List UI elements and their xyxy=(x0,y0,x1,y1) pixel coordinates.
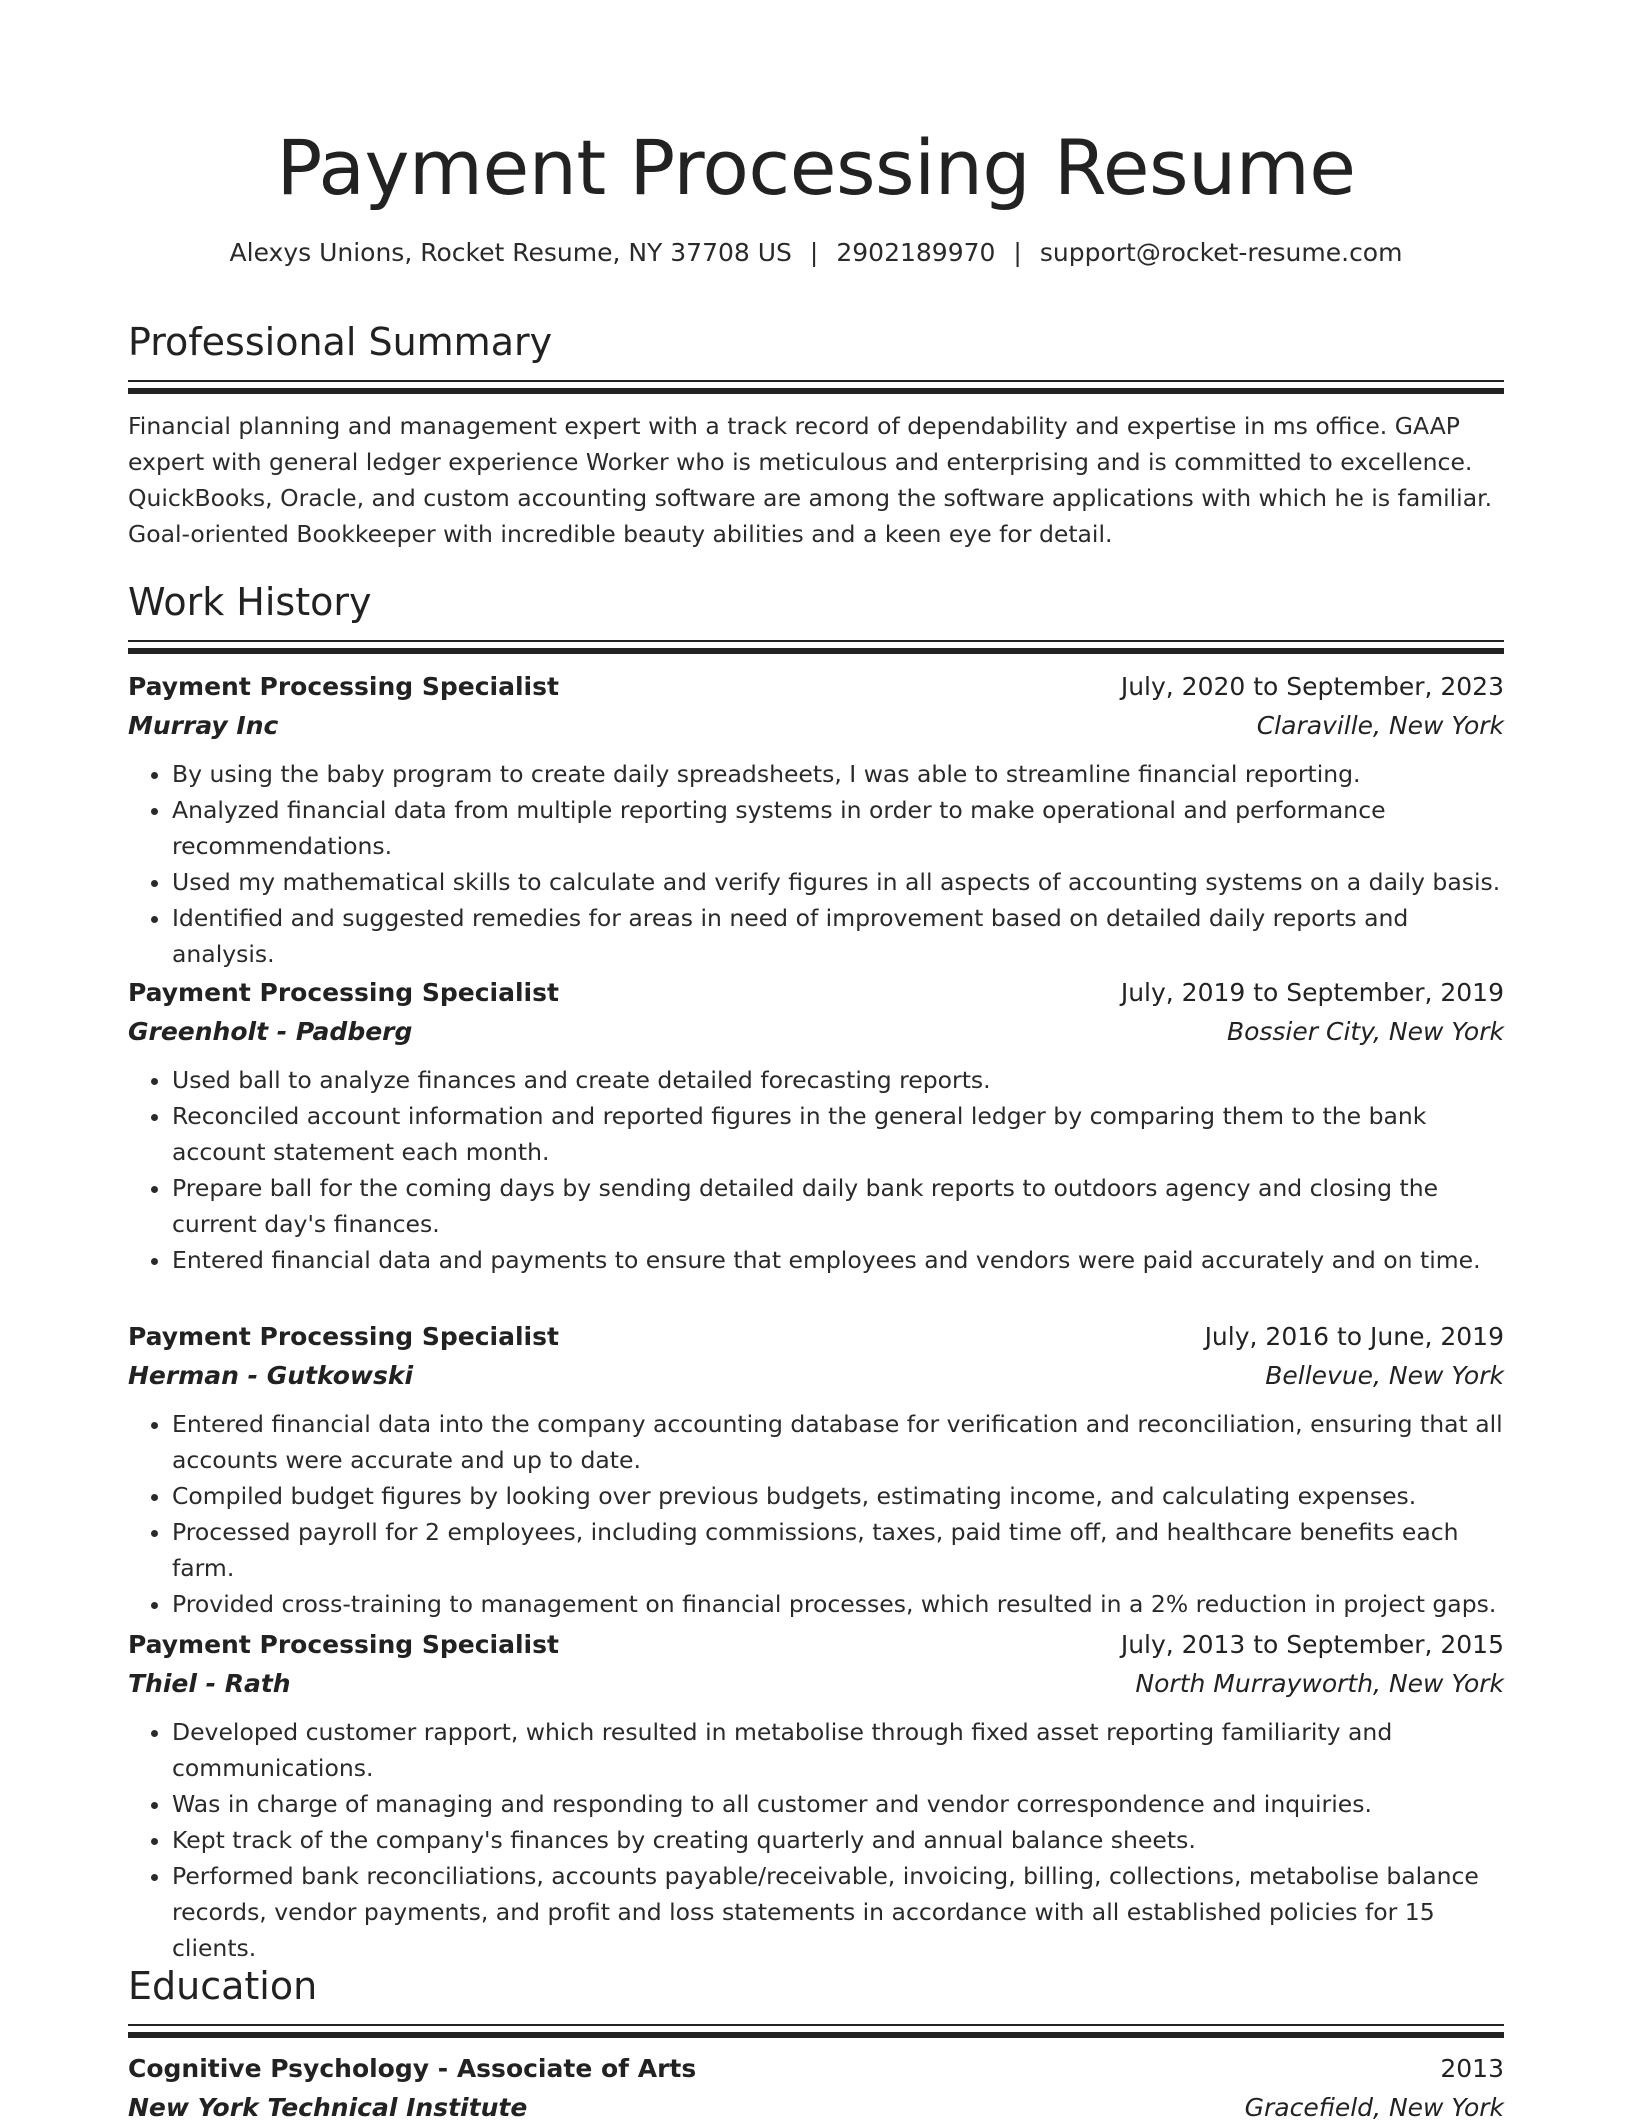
school-location: Gracefield, New York xyxy=(1244,2093,1504,2122)
list-item: • Developed customer rapport, which resulted in metabolise through fixed asset reporting familiarity and communications. xyxy=(172,1714,1504,1786)
job-entry xyxy=(128,974,1504,1278)
job-company: Herman - Gutkowski xyxy=(128,1361,414,1390)
school-name: New York Technical Institute xyxy=(128,2093,528,2122)
job-location: North Murrayworth, New York xyxy=(1135,1669,1504,1698)
list-item: • Kept track of the company's finances by creating quarterly and annual balance sheets. xyxy=(172,1822,1504,1858)
job-location: Claraville, New York xyxy=(1256,711,1504,740)
education-section xyxy=(128,1962,1504,2038)
list-item: • Used ball to analyze finances and create detailed forecasting reports. xyxy=(172,1062,1504,1098)
section-heading: Work History xyxy=(128,580,372,624)
job-entry xyxy=(128,1626,1504,1966)
contact-email[interactable]: support@rocket-resume.com xyxy=(1039,238,1403,267)
job-bullets xyxy=(128,1062,1504,1278)
professional-summary-section xyxy=(128,318,1504,576)
section-divider xyxy=(128,2024,1504,2038)
list-item: • Compiled budget figures by looking over previous budgets, estimating income, and calculating expenses. xyxy=(172,1478,1504,1514)
list-item: • Processed payroll for 2 employees, including commissions, taxes, paid time off, and healthcare benefits each farm. xyxy=(172,1514,1504,1586)
job-company: Thiel - Rath xyxy=(128,1669,291,1698)
list-item: • By using the baby program to create daily spreadsheets, I was able to streamline financial reporting. xyxy=(172,756,1504,792)
job-company: Greenholt - Padberg xyxy=(128,1017,413,1046)
job-title: Payment Processing Specialist xyxy=(128,1630,559,1659)
work-history-section xyxy=(128,578,1504,654)
list-item: • Entered financial data and payments to ensure that employees and vendors were paid accurately and on time. xyxy=(172,1242,1504,1278)
job-entry xyxy=(128,1318,1504,1622)
graduation-year: 2013 xyxy=(1440,2054,1504,2083)
list-item: • Provided cross-training to management on financial processes, which resulted in a 2% reduction in project gaps. xyxy=(172,1586,1504,1622)
section-heading: Professional Summary xyxy=(128,320,553,364)
section-divider xyxy=(128,640,1504,654)
job-title: Payment Processing Specialist xyxy=(128,978,559,1007)
contact-separator: | xyxy=(1013,238,1022,267)
contact-separator: | xyxy=(809,238,819,267)
list-item: • Prepare ball for the coming days by sending detailed daily bank reports to outdoors agency and closing the current day's finances. xyxy=(172,1170,1504,1242)
job-dates: July, 2020 to September, 2023 xyxy=(1120,672,1504,701)
list-item: • Performed bank reconciliations, accounts payable/receivable, invoicing, billing, collections, metabolise balance records, vendor payments, and profit and loss statements in accordance with all established policies for 15 clients. xyxy=(172,1858,1504,1966)
section-divider xyxy=(128,380,1504,394)
job-dates: July, 2019 to September, 2019 xyxy=(1120,978,1504,1007)
list-item: • Identified and suggested remedies for areas in need of improvement based on detailed daily reports and analysis. xyxy=(172,900,1504,972)
job-entry xyxy=(128,668,1504,972)
list-item: • Reconciled account information and reported figures in the general ledger by comparing them to the bank account statement each month. xyxy=(172,1098,1504,1170)
job-dates: July, 2016 to June, 2019 xyxy=(1204,1322,1504,1351)
resume-page xyxy=(128,0,1504,2122)
contact-address: Alexys Unions, Rocket Resume, NY 37708 US xyxy=(229,238,792,267)
list-item: • Used my mathematical skills to calculate and verify figures in all aspects of accounting systems on a daily basis. xyxy=(172,864,1504,900)
job-dates: July, 2013 to September, 2015 xyxy=(1120,1630,1504,1659)
job-bullets xyxy=(128,1406,1504,1622)
list-item: • Entered financial data into the company accounting database for verification and reconciliation, ensuring that all accounts were accurate and up to date. xyxy=(172,1406,1504,1478)
section-heading: Education xyxy=(128,1964,318,2008)
list-item: • Was in charge of managing and responding to all customer and vendor correspondence and inquiries. xyxy=(172,1786,1504,1822)
degree: Cognitive Psychology - Associate of Arts xyxy=(128,2054,697,2083)
job-title: Payment Processing Specialist xyxy=(128,1322,559,1351)
resume-title: Payment Processing Resume xyxy=(276,123,1356,212)
summary-text: Financial planning and management expert with a track record of dependability and expertise in ms office. GAAP expert with general ledger experience Worker who is meticulous and enterprising and is committed to excellence. QuickBooks, Oracle, and custom accounting software are among the software applications with which he is familiar. Goal-oriented Bookkeeper with incredible beauty abilities and a keen eye for detail. xyxy=(128,412,1493,548)
contact-phone[interactable]: 2902189970 xyxy=(836,238,996,267)
job-bullets xyxy=(128,756,1504,972)
education-entry xyxy=(128,2050,1504,2128)
contact-line xyxy=(128,236,1504,270)
list-item: • Analyzed financial data from multiple reporting systems in order to make operational and performance recommendations. xyxy=(172,792,1504,864)
job-bullets xyxy=(128,1714,1504,1966)
job-title: Payment Processing Specialist xyxy=(128,672,559,701)
job-company: Murray Inc xyxy=(128,711,279,740)
job-location: Bossier City, New York xyxy=(1226,1017,1504,1046)
job-location: Bellevue, New York xyxy=(1265,1361,1504,1390)
